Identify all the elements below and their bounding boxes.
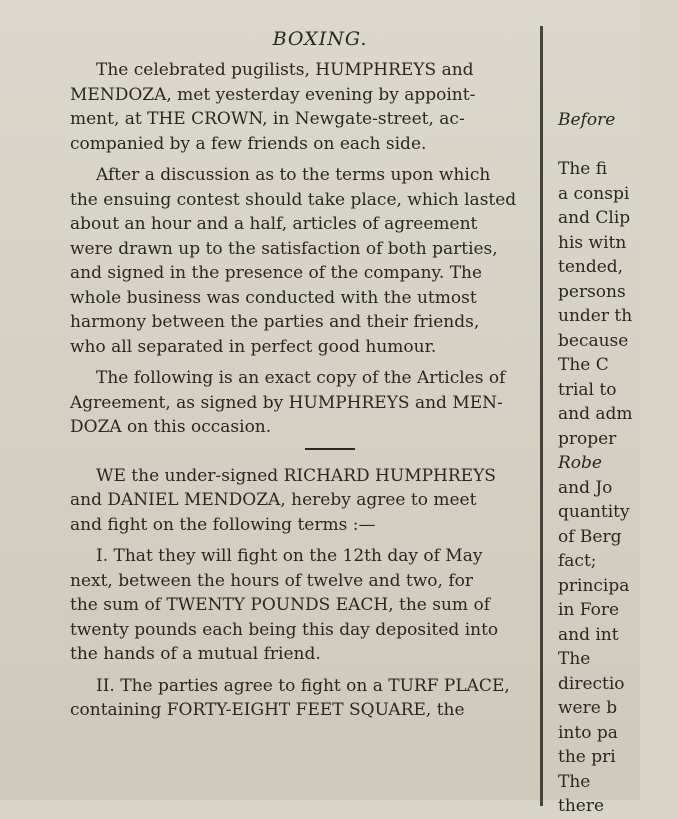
text-line: fact; [558,551,597,571]
text-line: ment, at THE CROWN, in Newgate-street, ac- [70,109,465,129]
paragraph-meeting [70,58,550,156]
text-line: about an hour and a half, articles of agreement [70,214,478,234]
text-line: Before [558,110,616,130]
article-clause-2 [70,674,550,723]
text-line: twenty pounds each being this day deposited into [70,619,499,640]
text-line: under th [558,306,633,326]
text-line: and Jo [558,477,613,498]
text-line: Robe [558,453,602,473]
article-clause-1 [70,544,550,667]
adjacent-column-fragment [558,108,678,819]
text-line: the pri [558,747,616,767]
text-line: The following is an exact copy of the Articles of [96,368,506,388]
text-line: The C [558,355,609,375]
text-line: whole business was conducted with the utmost [70,287,477,308]
text-line: tended, [558,257,624,277]
text-line: trial to [558,379,617,400]
paragraph-discussion [70,163,550,359]
text-line: The [558,771,591,792]
text-line: proper [558,428,617,449]
text-line: of Berg [558,526,622,547]
text-line: After a discussion as to the terms upon which [96,165,491,185]
text-line: MENDOZA, met yesterday evening by appoint- [70,84,476,105]
text-line: into pa [558,722,618,743]
text-line: and int [558,624,619,645]
text-line: and DANIEL MENDOZA, hereby agree to meet [70,490,477,510]
text-line: The celebrated pugilists, HUMPHREYS and [96,60,474,80]
text-line: were b [558,698,618,718]
text-line: because [558,330,629,351]
section-divider [305,448,355,450]
text-line: The [558,649,591,669]
text-line: persons [558,281,626,302]
text-line: DOZA on this occasion. [70,417,272,437]
text-line: companied by a few friends on each side. [70,133,427,154]
text-line: I. That they will fight on the 12th day of May [96,546,483,566]
text-line: II. The parties agree to fight on a TURF PLACE, [96,675,510,696]
text-line: and adm [558,404,633,424]
text-line: were drawn up to the satisfaction of both parties, [70,238,498,259]
paragraph-agreement [70,464,550,538]
text-line: containing FORTY-EIGHT FEET SQUARE, the [70,700,465,720]
text-line: the ensuing contest should take place, which lasted [70,189,517,210]
text-line: directio [558,673,625,694]
text-line: in Fore [558,600,620,620]
text-line: and fight on the following terms :— [70,514,376,535]
text-line: The fi [558,159,608,179]
column-rule [540,26,543,806]
text-line: WE the under-signed RICHARD HUMPHREYS [96,465,496,486]
text-line: principa [558,575,630,596]
text-line: harmony between the parties and their friends, [70,312,480,332]
paragraph-copy-intro [70,366,550,440]
article-heading: BOXING. [272,28,368,50]
text-line: who all separated in perfect good humour. [70,336,437,357]
boxing-article [70,28,550,730]
text-line: a conspi [558,183,630,204]
text-line: and Clip [558,208,631,228]
text-line: quantity [558,502,630,522]
text-line: and signed in the presence of the company. The [70,263,483,283]
text-line: Agreement, as signed by HUMPHREYS and MEN- [70,392,503,413]
text-line: the sum of TWENTY POUNDS EACH, the sum of [70,595,490,615]
text-line: there [558,796,605,816]
text-line [558,133,678,158]
text-line: the hands of a mutual friend. [70,644,321,664]
text-line: his witn [558,232,627,253]
text-line: next, between the hours of twelve and two, for [70,570,473,591]
